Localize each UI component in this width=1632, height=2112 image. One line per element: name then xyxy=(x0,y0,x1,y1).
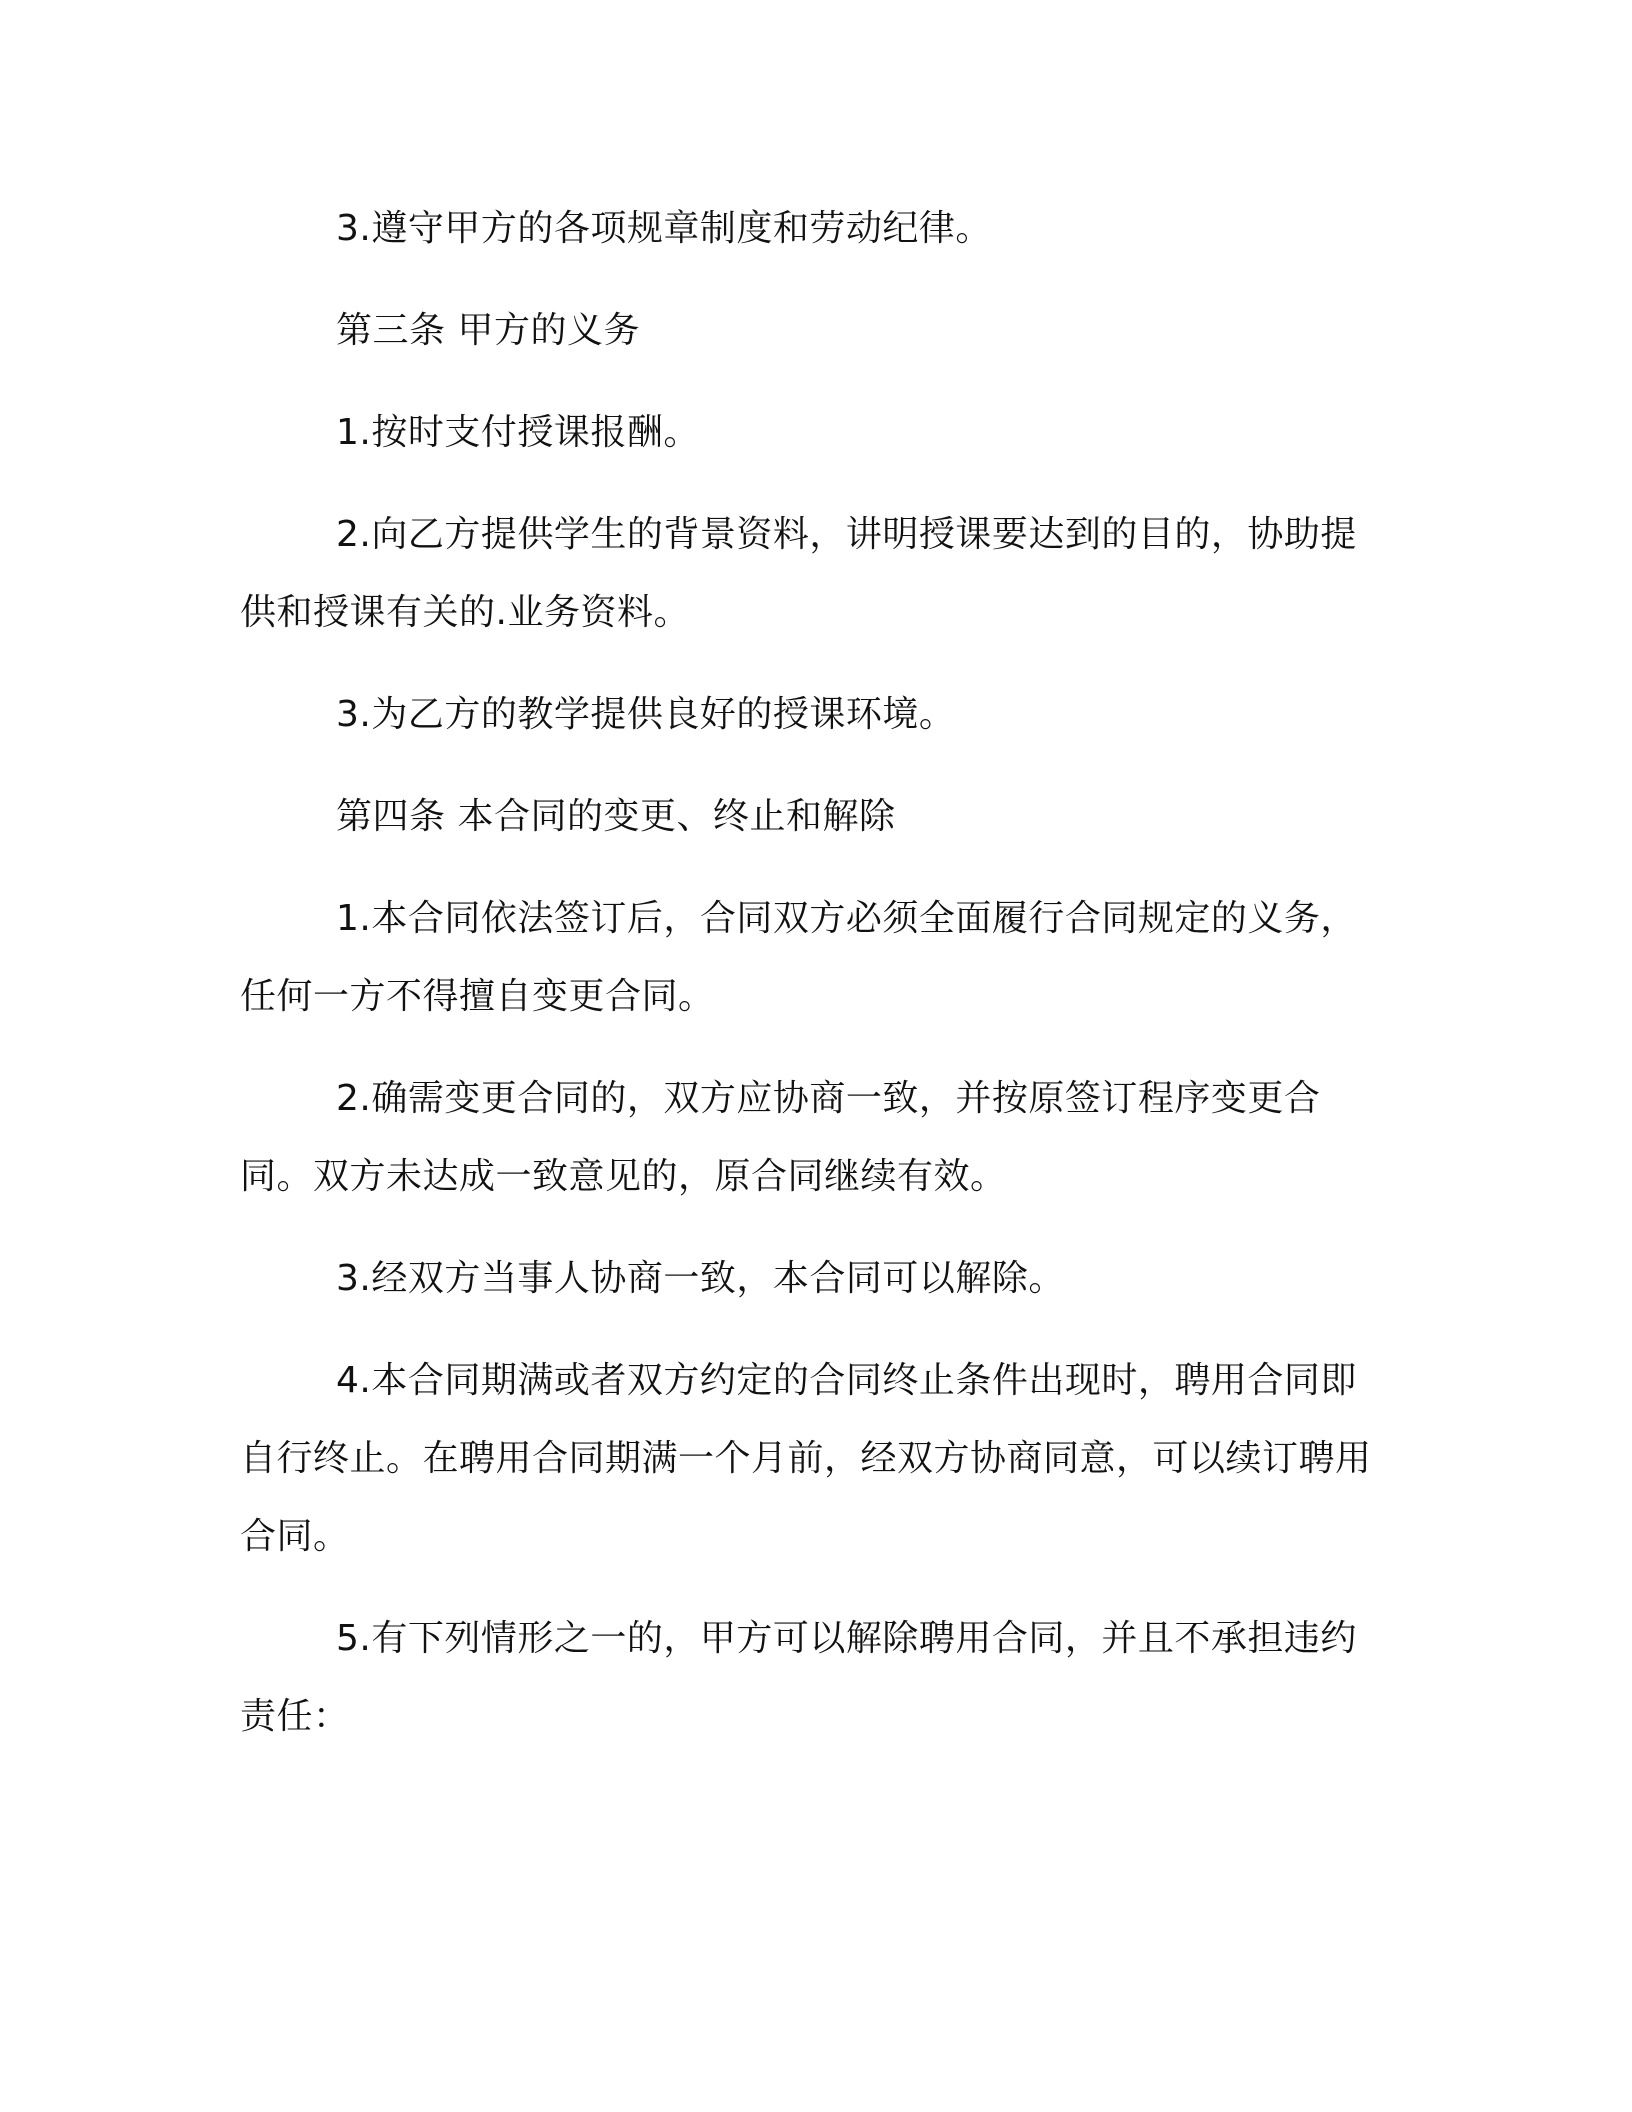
paragraph-article-4-item-1: 1.本合同依法签订后，合同双方必须全面履行合同规定的义务，任何一方不得擅自变更合同。 xyxy=(240,898,1357,1017)
paragraph-article-4-item-5: 5.有下列情形之一的，甲方可以解除聘用合同，并且不承担违约责任： xyxy=(240,1618,1357,1737)
paragraph-article-4-item-2: 2.确需变更合同的，双方应协商一致，并按原签订程序变更合同。双方未达成一致意见的，原合同继续有效。 xyxy=(240,1078,1321,1197)
paragraph-article-4-item-4: 4.本合同期满或者双方约定的合同终止条件出现时，聘用合同即自行终止。在聘用合同期满一个月前，经双方协商同意，可以续订聘用合同。 xyxy=(240,1360,1372,1557)
heading-article-3: 第三条 甲方的义务 xyxy=(336,310,640,351)
document-body xyxy=(240,190,1390,1756)
paragraph-obligation-3: 3.遵守甲方的各项规章制度和劳动纪律。 xyxy=(336,208,992,249)
paragraph-article-3-item-3: 3.为乙方的教学提供良好的授课环境。 xyxy=(336,694,956,735)
paragraph-article-4-item-3: 3.经双方当事人协商一致，本合同可以解除。 xyxy=(336,1258,1065,1299)
paragraph-article-3-item-1: 1.按时支付授课报酬。 xyxy=(336,412,700,453)
paragraph-article-3-item-2: 2.向乙方提供学生的背景资料，讲明授课要达到的目的，协助提供和授课有关的.业务资料。 xyxy=(240,514,1357,633)
heading-article-4: 第四条 本合同的变更、终止和解除 xyxy=(336,796,896,837)
